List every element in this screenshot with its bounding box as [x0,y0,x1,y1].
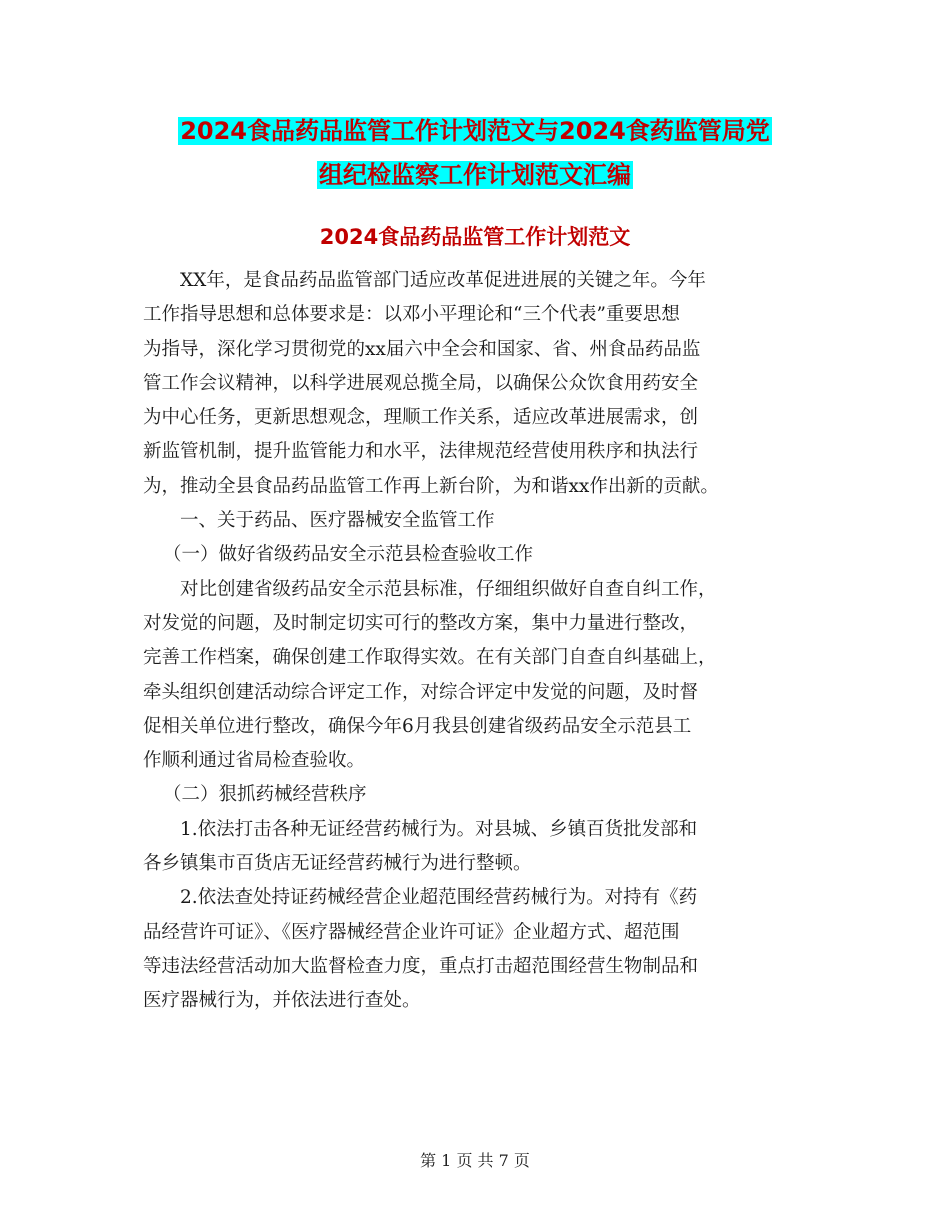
paragraph-line: 作顺利通过省局检查验收。 [143,750,366,772]
paragraph-line: 完善工作档案，确保创建工作取得实效。在有关部门自查自纠基础上， [143,647,717,669]
subsection-heading: （一）做好省级药品安全示范县检查验收工作 [163,544,534,566]
title-highlight: 2024食品药品监管工作计划范文与2024食药监管局党 [180,117,770,145]
list-item-line: 等违法经营活动加大监督检查力度，重点打击超范围经营生物制品和 [143,955,699,977]
page-number-footer: 第 1 页 共 7 页 [420,1151,530,1170]
paragraph-line: XX年，是食品药品监管部门适应改革促进进展的关键之年。今年 [180,270,706,291]
paragraph-line: 工作指导思想和总体要求是：以邓小平理论和“三个代表”重要思想 [143,304,680,326]
section-heading: 一、关于药品、医疗器械安全监管工作 [180,510,495,532]
paragraph-line: 为中心任务，更新思想观念，理顺工作关系，适应改革进展需求，创 [143,407,699,429]
document-title-line-1 [0,114,950,148]
subsection-heading: （二）狠抓药械经营秩序 [163,784,367,806]
paragraph-line: 促相关单位进行整改，确保今年6月我县创建省级药品安全示范县工 [143,715,692,737]
list-item-line: 1.依法打击各种无证经营药械行为。对县城、乡镇百货批发部和 [180,818,698,840]
paragraph-line: 牵头组织创建活动综合评定工作，对综合评定中发觉的问题，及时督 [143,681,699,703]
list-item-line: 品经营许可证》、《医疗器械经营企业许可证》企业超方式、超范围 [143,921,680,943]
paragraph-line: 为，推动全县食品药品监管工作再上新台阶，为和谐xx作出新的贡献。 [143,475,719,497]
list-item-line: 各乡镇集市百货店无证经营药械行为进行整顿。 [143,853,532,875]
section-subtitle: 2024食品药品监管工作计划范文 [319,225,631,249]
list-item-line: 2.依法查处持证药械经营企业超范围经营药械行为。对持有《药 [180,887,698,909]
paragraph-line: 对比创建省级药品安全示范县标准，仔细组织做好自查自纠工作， [180,578,717,600]
document-body [143,264,843,1019]
paragraph-line: 新监管机制，提升监管能力和水平，法律规范经营使用秩序和执法行 [143,441,699,463]
paragraph-line: 对发觉的问题，及时制定切实可行的整改方案，集中力量进行整改， [143,612,699,634]
paragraph-line: 管工作会议精神，以科学进展观总揽全局，以确保公众饮食用药安全 [143,372,699,394]
paragraph-line: 为指导，深化学习贯彻党的xx届六中全会和国家、省、州食品药品监 [143,338,701,360]
list-item-line: 医疗器械行为，并依法进行查处。 [143,990,421,1012]
title-highlight: 组纪检监察工作计划范文汇编 [319,161,631,189]
document-title-line-2 [0,158,950,192]
